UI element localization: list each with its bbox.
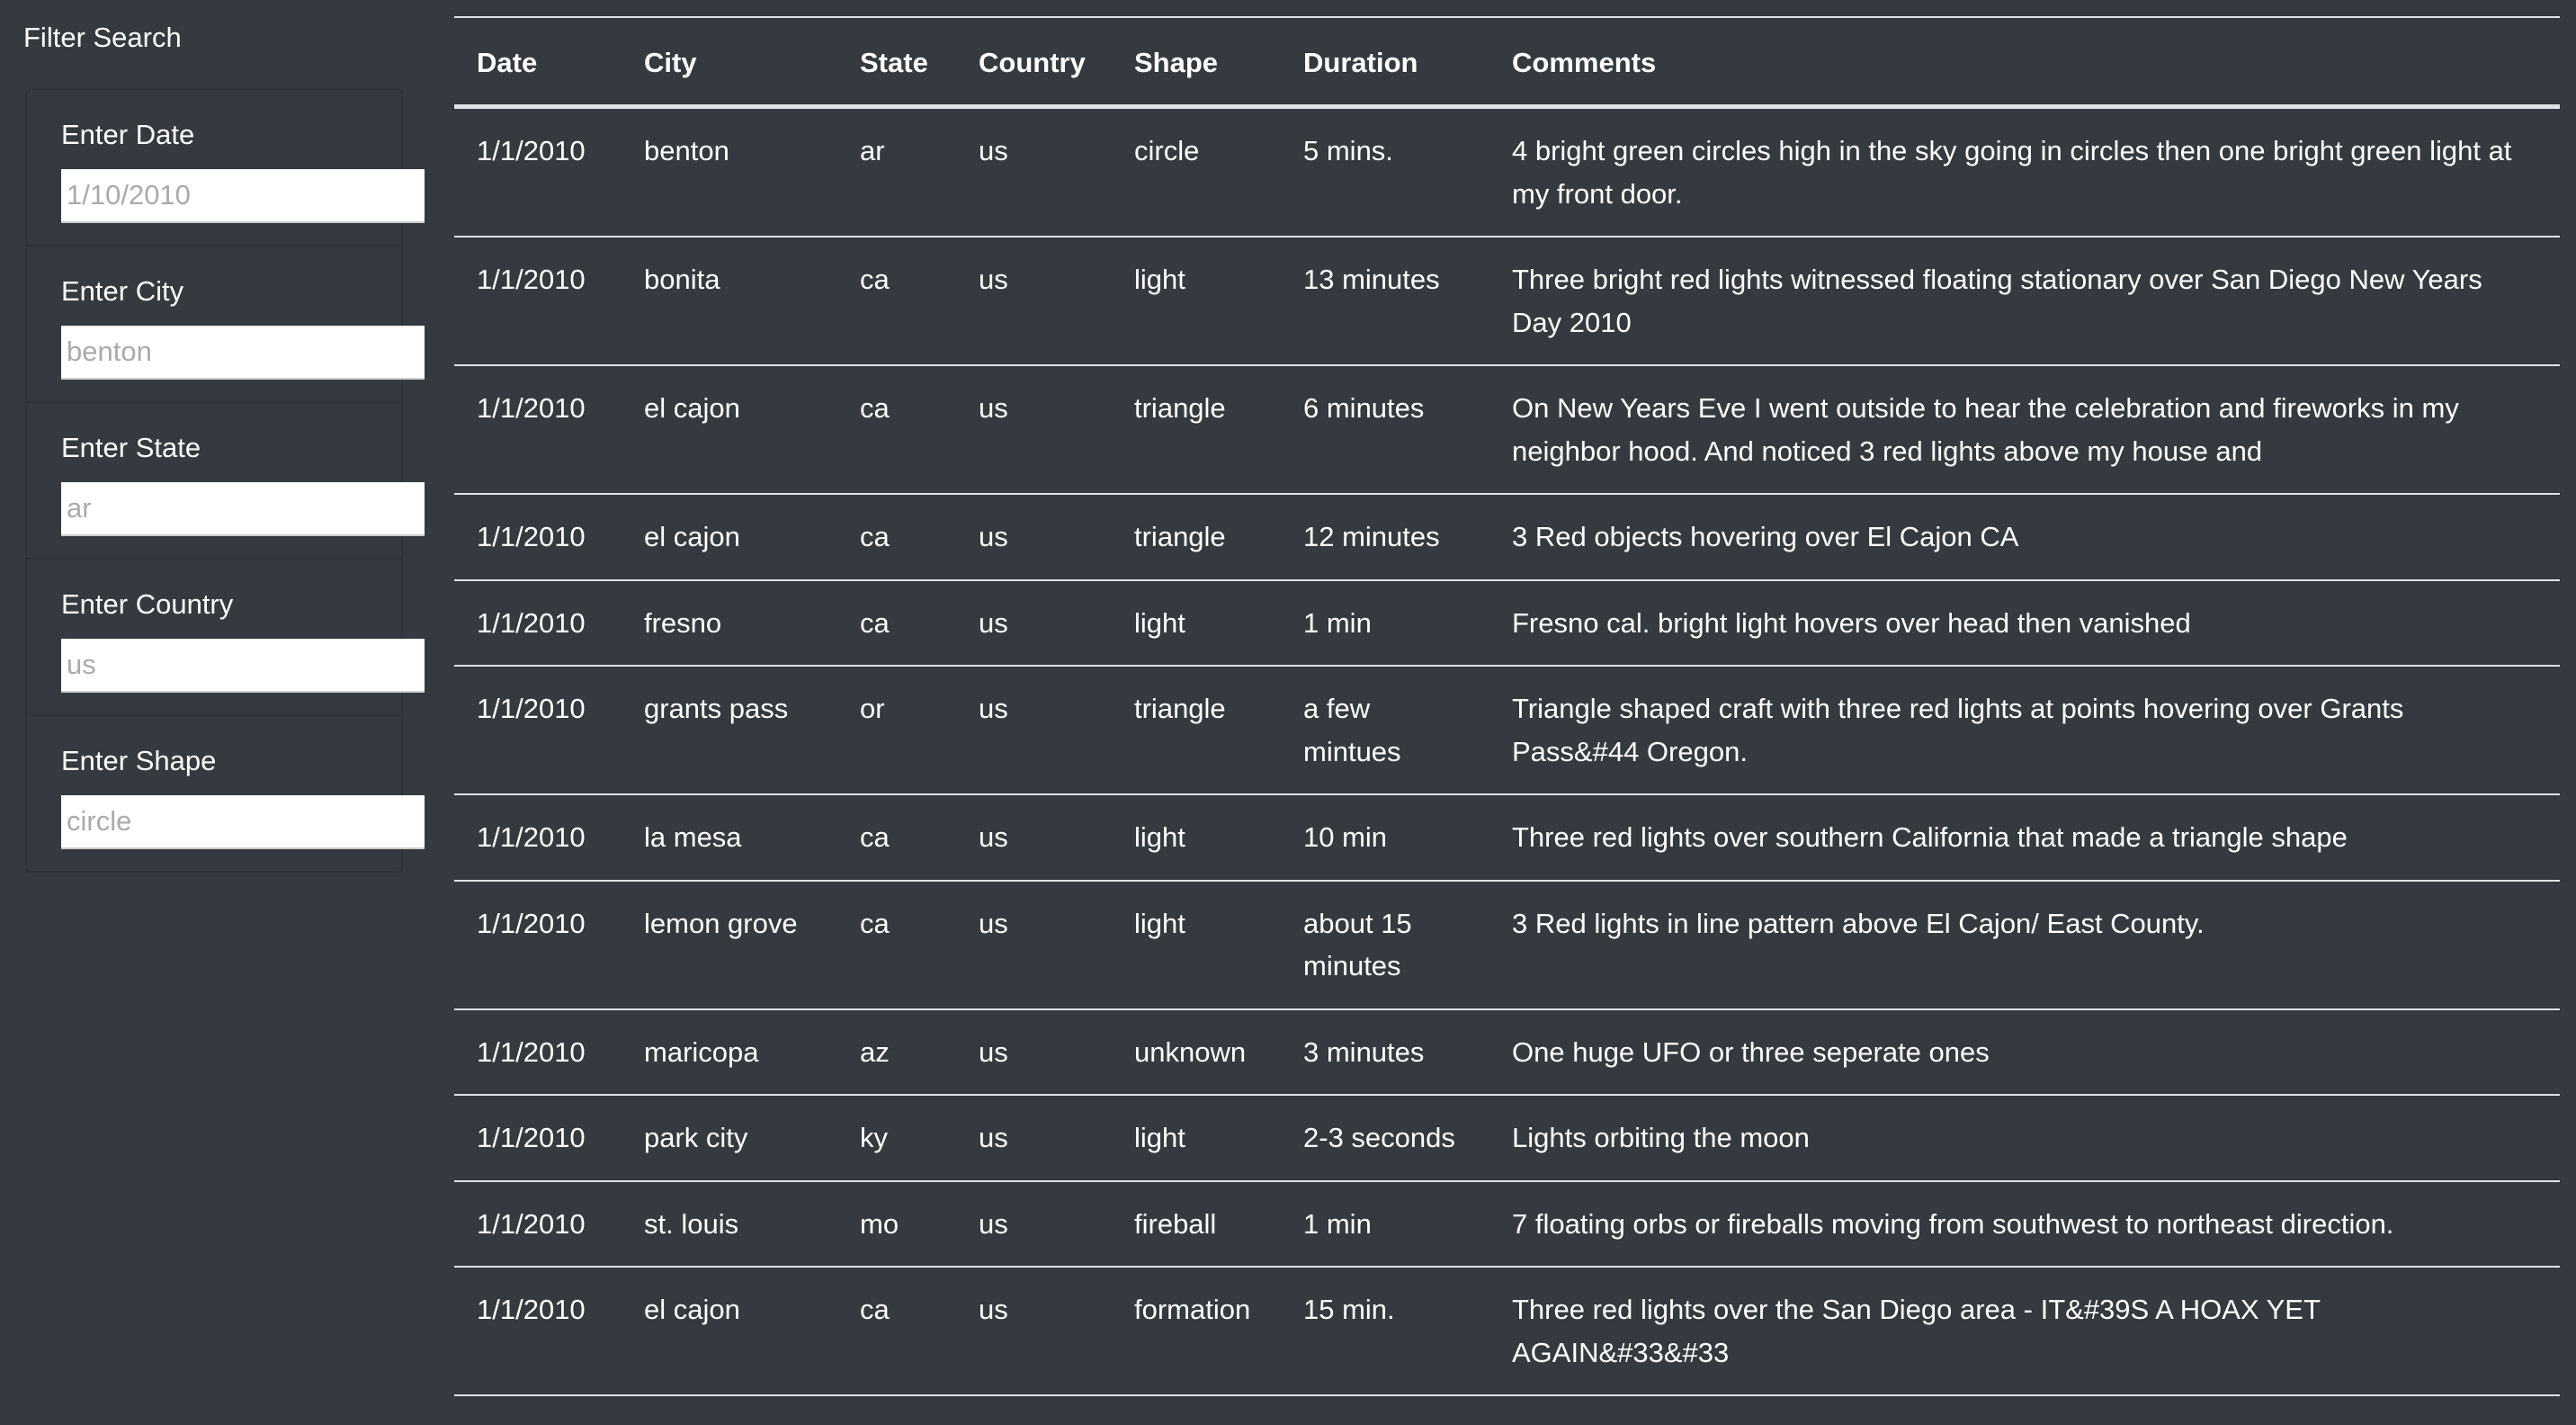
cell-date: 1/1/2010 — [477, 907, 586, 939]
state-input[interactable] — [61, 482, 425, 536]
city-input[interactable] — [61, 326, 425, 380]
date-input[interactable] — [61, 169, 425, 223]
cell-comments: Lights orbiting the moon — [1512, 1122, 1810, 1153]
cell-date: 1/1/2010 — [477, 264, 586, 295]
cell-shape: light — [1134, 606, 1185, 639]
cell-shape: triangle — [1134, 521, 1226, 552]
cell-shape: circle — [1134, 135, 1200, 166]
table-row — [454, 107, 2560, 238]
table-row — [454, 1181, 2560, 1268]
cell-state: ca — [860, 521, 890, 552]
column-header-date: Date — [477, 47, 538, 78]
cell-city: el cajon — [644, 1294, 740, 1325]
cell-date: 1/1/2010 — [477, 135, 586, 166]
cell-date: 1/1/2010 — [477, 1294, 586, 1325]
table-row — [454, 580, 2560, 667]
table-row — [454, 365, 2560, 494]
date-input-placeholder: 1/10/2010 — [67, 179, 191, 211]
cell-comments: Fresno cal. bright light hovers over head then vanished — [1512, 606, 2191, 639]
cell-comments: Three red lights over southern California that made a triangle shape — [1512, 821, 2348, 853]
cell-country: us — [979, 693, 1008, 724]
shape-input-placeholder: circle — [67, 805, 132, 837]
cell-comments: 4 bright green circles high in the sky going in circles then one bright green light at my front door. — [1512, 135, 2512, 210]
country-label: Enter Country — [61, 588, 234, 620]
cell-shape: triangle — [1134, 693, 1226, 724]
cell-state: mo — [860, 1207, 899, 1240]
filter-group-city — [27, 246, 401, 403]
city-input-placeholder: benton — [67, 336, 152, 367]
cell-date: 1/1/2010 — [477, 693, 586, 724]
cell-country: us — [979, 821, 1008, 853]
cell-date: 1/1/2010 — [477, 392, 586, 424]
cell-shape: triangle — [1134, 392, 1226, 424]
cell-country: us — [979, 1035, 1008, 1068]
table-row — [454, 1095, 2560, 1181]
cell-state: ca — [860, 821, 890, 853]
state-input-placeholder: ar — [67, 492, 92, 524]
cell-comments: Triangle shaped craft with three red lights at points hovering over Grants Pass&#44 Oregon. — [1512, 693, 2404, 767]
date-label: Enter Date — [61, 119, 195, 150]
cell-city: fresno — [644, 606, 722, 639]
cell-comments: Three bright red lights witnessed floating stationary over San Diego New Years Day 2010 — [1512, 264, 2482, 338]
cell-duration: a few mintues — [1303, 693, 1401, 767]
cell-country: us — [979, 1294, 1008, 1325]
cell-comments: One huge UFO or three seperate ones — [1512, 1035, 1990, 1068]
cell-country: us — [979, 264, 1008, 295]
cell-state: ar — [860, 135, 885, 166]
cell-shape: light — [1134, 821, 1185, 853]
cell-duration: 2-3 seconds — [1303, 1122, 1455, 1153]
filter-group-country — [27, 560, 401, 716]
cell-city: benton — [644, 135, 729, 166]
cell-shape: light — [1134, 1122, 1185, 1153]
table-row — [454, 494, 2560, 580]
cell-state: or — [860, 693, 885, 724]
filter-card — [25, 88, 403, 873]
cell-duration: 1 min — [1303, 606, 1372, 639]
cell-shape: light — [1134, 264, 1185, 295]
cell-city: lemon grove — [644, 907, 798, 939]
cell-country: us — [979, 521, 1008, 552]
filter-group-date — [27, 90, 401, 246]
cell-duration: 12 minutes — [1303, 521, 1440, 552]
cell-comments: 3 Red lights in line pattern above El Cajon/ East County. — [1512, 907, 2205, 939]
cell-comments: Three red lights over the San Diego area - IT&#39S A HOAX YET AGAIN&#33&#33 — [1512, 1294, 2321, 1368]
cell-shape: light — [1134, 907, 1185, 939]
cell-state: ca — [860, 264, 890, 295]
cell-city: maricopa — [644, 1035, 759, 1068]
country-input[interactable] — [61, 639, 425, 693]
cell-city: st. louis — [644, 1207, 739, 1240]
cell-shape: formation — [1134, 1294, 1251, 1325]
cell-state: ca — [860, 907, 890, 939]
cell-country: us — [979, 606, 1008, 639]
shape-label: Enter Shape — [61, 745, 217, 776]
cell-state: az — [860, 1035, 890, 1068]
cell-comments: 3 Red objects hovering over El Cajon CA — [1512, 521, 2019, 552]
column-header-state: State — [860, 47, 928, 78]
state-label: Enter State — [61, 432, 201, 463]
cell-duration: 6 minutes — [1303, 392, 1425, 424]
cell-shape: fireball — [1134, 1207, 1217, 1240]
cell-city: park city — [644, 1122, 748, 1153]
cell-date: 1/1/2010 — [477, 1207, 586, 1240]
table-row — [454, 237, 2560, 365]
cell-date: 1/1/2010 — [477, 521, 586, 552]
column-header-city: City — [644, 47, 697, 78]
cell-duration: 5 mins. — [1303, 135, 1393, 166]
cell-duration: 13 minutes — [1303, 264, 1440, 295]
cell-duration: 3 minutes — [1303, 1035, 1425, 1068]
cell-city: grants pass — [644, 693, 789, 724]
cell-country: us — [979, 392, 1008, 424]
table-row — [454, 1267, 2560, 1395]
cell-comments: On New Years Eve I went outside to hear the celebration and fireworks in my neighbor hood. And noticed 3 red lights above my house and — [1512, 392, 2459, 467]
table-header-row — [454, 17, 2560, 107]
filter-group-shape — [27, 716, 401, 871]
cell-comments: 7 floating orbs or fireballs moving from southwest to northeast direction. — [1512, 1207, 2394, 1240]
cell-shape: unknown — [1134, 1035, 1247, 1068]
cell-duration: 15 min. — [1303, 1294, 1395, 1325]
cell-country: us — [979, 907, 1008, 939]
cell-duration: 1 min — [1303, 1207, 1372, 1240]
cell-city: bonita — [644, 264, 720, 295]
cell-city: la mesa — [644, 821, 742, 853]
cell-state: ky — [860, 1122, 888, 1153]
table-row — [454, 794, 2560, 881]
country-input-placeholder: us — [67, 649, 96, 680]
column-header-duration: Duration — [1303, 47, 1418, 78]
shape-input[interactable] — [61, 795, 425, 849]
cell-duration: 10 min — [1303, 821, 1388, 853]
table-row — [454, 881, 2560, 1009]
column-header-comments: Comments — [1512, 47, 1657, 78]
cell-date: 1/1/2010 — [477, 1035, 586, 1068]
filter-group-state — [27, 403, 401, 560]
table-row — [454, 1009, 2560, 1096]
cell-state: ca — [860, 606, 890, 639]
cell-date: 1/1/2010 — [477, 821, 586, 853]
cell-city: el cajon — [644, 521, 740, 552]
ufo-sightings-table — [454, 16, 2560, 1396]
cell-duration: about 15 minutes — [1303, 907, 1412, 981]
column-header-shape: Shape — [1134, 47, 1219, 78]
city-label: Enter City — [61, 275, 184, 307]
cell-date: 1/1/2010 — [477, 606, 586, 639]
cell-city: el cajon — [644, 392, 740, 424]
cell-state: ca — [860, 392, 890, 424]
cell-state: ca — [860, 1294, 890, 1325]
cell-date: 1/1/2010 — [477, 1122, 586, 1153]
cell-country: us — [979, 1207, 1008, 1240]
cell-country: us — [979, 1122, 1008, 1153]
filter-search-title: Filter Search — [23, 22, 182, 53]
cell-country: us — [979, 135, 1008, 166]
column-header-country: Country — [979, 47, 1086, 78]
table-row — [454, 666, 2560, 794]
